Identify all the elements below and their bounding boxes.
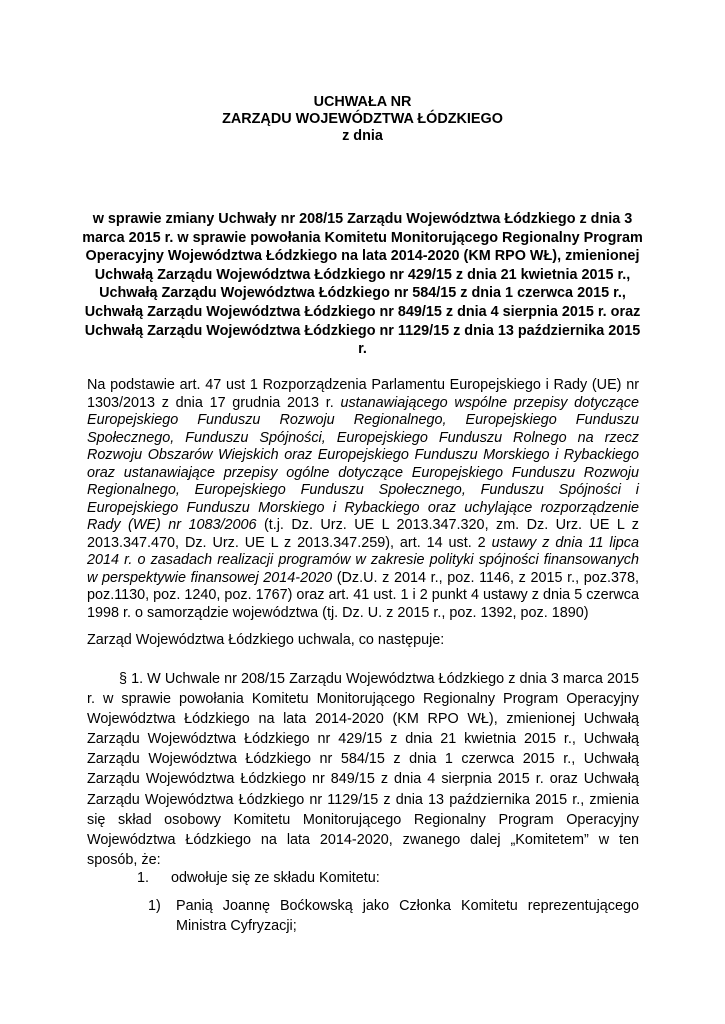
legal-basis [87,377,639,622]
legal-basis-citation-2: (Dz.U. z 2014 r., poz. 1146, z 2015 r., poz.378, poz.1130, poz. 1240, poz. 1767) oraz art. 41 ust. 1 i 2 punkt 4 ustawy z dnia 5 czerwca 1998 r. o samorządzie województwa (tj. Dz. U. z 2015 r., poz. 1392, poz. 1890) [87,569,639,621]
list-item-text: odwołuje się ze składu Komitetu: [171,870,380,886]
legal-basis-citation: (t.j. Dz. Urz. UE L 2013.347.320, zm. Dz. Urz. UE L z 2013.347.470, Dz. Urz. UE L z 2013.347.259), art. 14 ust. 2 [87,517,639,551]
issuing-body: ZARZĄDU WOJEWÓDZTWA ŁÓDZKIEGO [222,111,503,127]
sub-list-item-text: Panią Joannę Boćkowską jako Członka Komitetu reprezentującego Ministra Cyfryzacji; [176,898,639,934]
legal-basis-regulation-title: ustanawiającego wspólne przepisy dotyczące Europejskiego Funduszu Rozwoju Regionalnego, Europejskiego Funduszu Społecznego, Funduszu Spójności, Europejskiego Funduszu Rolnego na rzecz Rozwoju Obszarów Wiejskich oraz Europejskiego Funduszu Morskiego i Rybackiego oraz ustanawiające przepisy ogólne dotyczące Europejskiego Funduszu Rozwoju Regionalnego, Europejskiego Funduszu Społecznego, Funduszu Spójności i Europejskiego Funduszu Morskiego i Rybackiego oraz uchylające rozporządzenie Rady (WE) nr 1083/2006 [87,394,639,533]
sub-list-item [148,896,639,936]
sub-list-item-number: 1) [148,898,161,914]
resolves-statement: Zarząd Województwa Łódzkiego uchwala, co następuje: [87,632,445,648]
list-item [137,869,637,887]
legal-basis-act-title: ustawy z dnia 11 lipca 2014 r. o zasadach realizacji programów w zakresie polityki spójności finansowanych w perspektywie finansowej 2014-2020 [87,534,639,586]
resolution-subject: w sprawie zmiany Uchwały nr 208/15 Zarządu Województwa Łódzkiego z dnia 3 marca 2015 r. w sprawie powołania Komitetu Monitorującego Regionalny Program Operacyjny Województwa Łódzkiego na lata 2014-2020 (KM RPO WŁ), zmienionej Uchwałą Zarządu Województwa Łódzkiego nr 429/15 z dnia 21 kwietnia 2015 r., Uchwałą Zarządu Województwa Łódzkiego nr 584/15 z dnia 1 czerwca 2015 r., Uchwałą Zarządu Województwa Łódzkiego nr 849/15 z dnia 4 sierpnia 2015 r. oraz Uchwałą Zarządu Województwa Łódzkiego nr 1129/15 z dnia 13 października 2015 r. [82,211,643,358]
legal-basis-text: Na podstawie art. 47 ust 1 Rozporządzenia Parlamentu Europejskiego i Rady (UE) nr 1303/2013 z dnia 17 grudnia 2013 r. [87,377,639,411]
resolution-header [80,94,645,145]
resolution-date: z dnia [342,128,383,144]
list-item-number: 1. [137,870,150,886]
paragraph-1: § 1. W Uchwale nr 208/15 Zarządu Województwa Łódzkiego z dnia 3 marca 2015 r. w sprawie powołania Komitetu Monitorującego Regionalny Program Operacyjny Województwa Łódzkiego na lata 2014-2020 (KM RPO WŁ), zmienionej Uchwałą Zarządu Województwa Łódzkiego nr 429/15 z dnia 21 kwietnia 2015 r., Uchwałą Zarządu Województwa Łódzkiego nr 584/15 z dnia 1 czerwca 2015 r., Uchwałą Zarządu Województwa Łódzkiego nr 849/15 z dnia 4 sierpnia 2015 r. oraz Uchwałą Zarządu Województwa Łódzkiego nr 1129/15 z dnia 13 października 2015 r., zmienia się skład osobowy Komitetu Monitorującego Regionalny Program Operacyjny Województwa Łódzkiego na lata 2014-2020, zwanego dalej „Komitetem” w ten sposób, że: [87,671,639,868]
resolution-number: UCHWAŁA NR [313,94,412,110]
